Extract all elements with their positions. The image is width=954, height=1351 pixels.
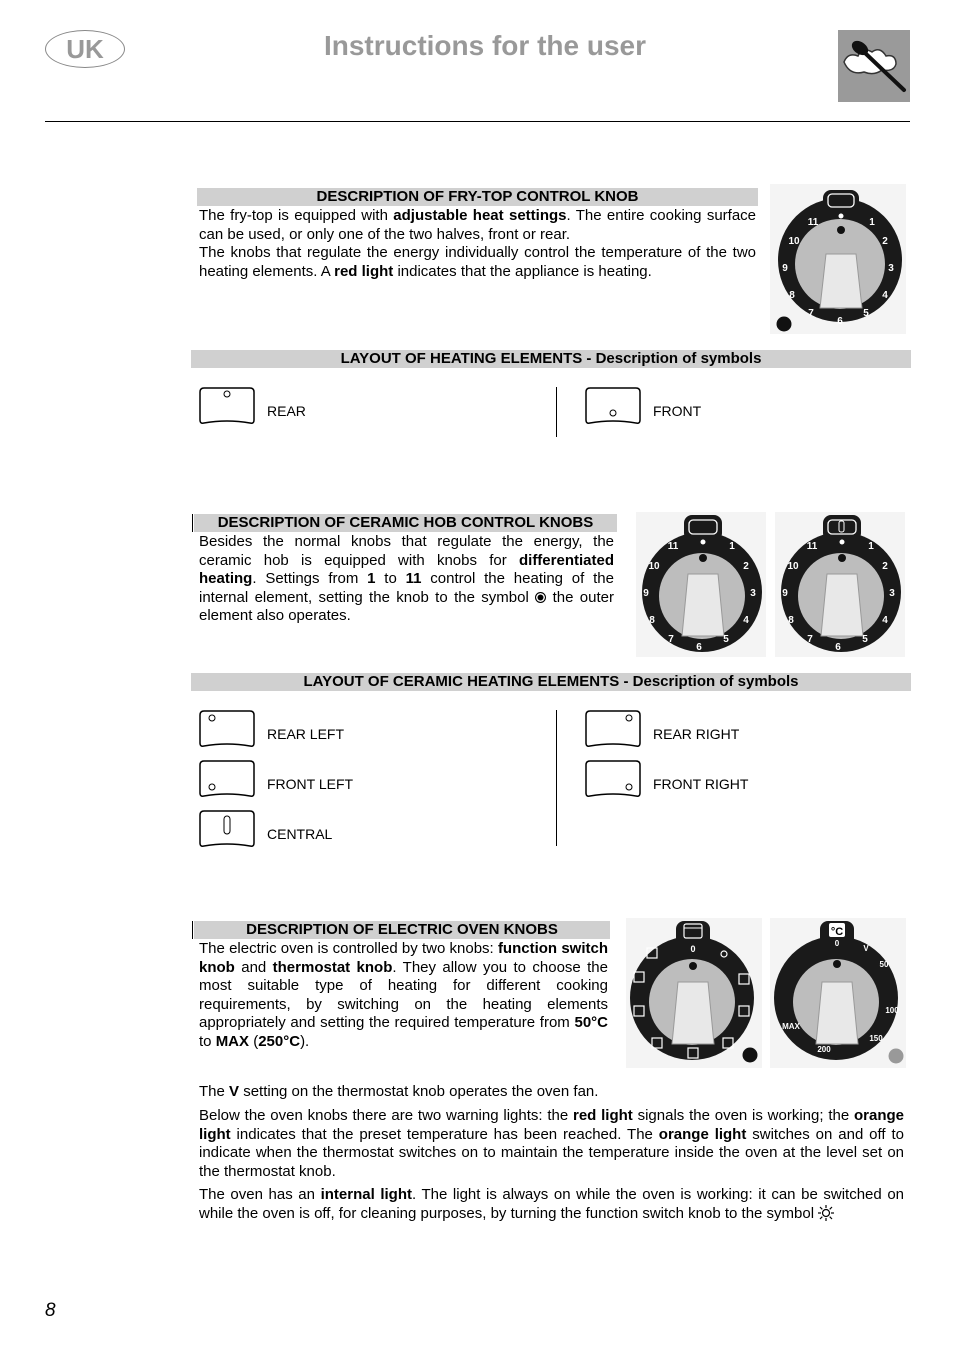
frytop-knob-image [770,184,906,334]
dual-zone-symbol-icon [535,592,546,603]
front-right-symbol-icon [584,759,644,804]
chef-spoon-icon [838,30,910,102]
knob-number: 1 [869,217,875,228]
svg-text:4: 4 [882,290,888,301]
svg-text:5: 5 [723,634,729,645]
oven-heading: DESCRIPTION OF ELECTRIC OVEN KNOBS [194,921,610,939]
layout2-heading: LAYOUT OF CERAMIC HEATING ELEMENTS - Description of symbols [191,673,911,691]
svg-text:4: 4 [743,615,749,626]
oven-description: The electric oven is controlled by two knobs: function switch knob and thermostat knob. They allow you to choose the most suitable type of heating for different cooking requirements, by switching on the heating elements appropriately and setting the required temperature from 50°C to MAX (250°C). [199,940,608,1050]
svg-text:0: 0 [690,944,696,954]
frytop-description: The fry-top is equipped with adjustable heat settings. The entire cooking surface can be used, or only one of the two halves, front or rear. The knobs that regulate the energy individually control the temperature of the two heating elements. A red light indicates that the appliance is heating. [199,207,757,280]
ceramic-knob-dual-image [636,512,766,657]
internal-light-paragraph: The oven has an internal light. The light is always on while the oven is working: it can be switched on while the oven is off, for cleaning purposes, by turning the function switch knob to the symbol [199,1186,904,1226]
front-left-label: FRONT LEFT [267,776,354,792]
central-symbol-icon [198,809,258,854]
central-label: CENTRAL [267,826,333,842]
ceramic-heading: DESCRIPTION OF CERAMIC HOB CONTROL KNOBS [194,514,617,532]
svg-text:7: 7 [807,634,813,645]
front-label: FRONT [653,403,702,419]
svg-text:8: 8 [649,615,655,626]
svg-text:100: 100 [885,1006,899,1015]
svg-text:7: 7 [808,308,814,319]
svg-text:3: 3 [750,588,756,599]
svg-text:10: 10 [788,236,800,247]
rear-right-symbol-icon [584,709,644,754]
svg-text:200: 200 [817,1045,831,1054]
svg-text:8: 8 [789,290,795,301]
thermostat-knob-image [770,918,906,1068]
divider [192,514,193,532]
svg-text:11: 11 [807,217,819,228]
svg-text:10: 10 [787,561,799,572]
fan-paragraph: The V setting on the thermostat knob operates the oven fan. [199,1083,599,1100]
rear-left-label: REAR LEFT [267,726,345,742]
divider [556,710,557,846]
svg-text:2: 2 [882,236,888,247]
front-left-symbol-icon [198,759,258,804]
svg-text:9: 9 [782,263,788,274]
svg-text:150: 150 [869,1034,883,1043]
svg-text:°C: °C [830,926,844,938]
ceramic-description: Besides the normal knobs that regulate the energy, the ceramic hob is equipped with knobs for differentiated heating. Settings from 1 to 11 control the heating of the internal element, setting the knob to the symbol the outer element also operates. [199,533,614,624]
svg-text:5: 5 [862,634,868,645]
rear-left-symbol-icon [198,709,258,754]
svg-text:50: 50 [879,960,889,969]
svg-text:9: 9 [643,588,649,599]
lamp-icon [818,1205,834,1227]
svg-text:9: 9 [782,588,788,599]
svg-text:7: 7 [668,634,674,645]
page-number: 8 [45,1300,56,1321]
svg-text:V: V [863,944,869,953]
language-badge: UK [45,30,125,68]
svg-text:6: 6 [696,642,702,653]
rear-right-label: REAR RIGHT [653,726,740,742]
divider [192,921,193,939]
svg-text:3: 3 [889,588,895,599]
svg-text:3: 3 [888,263,894,274]
svg-text:11: 11 [806,541,818,552]
svg-text:10: 10 [648,561,660,572]
front-symbol-icon [584,386,644,431]
svg-text:1: 1 [868,541,874,552]
svg-text:11: 11 [667,541,679,552]
rear-symbol-icon [198,386,258,431]
page-title: Instructions for the user [323,30,647,61]
svg-text:0: 0 [834,939,840,948]
front-right-label: FRONT RIGHT [653,776,749,792]
svg-text:2: 2 [743,561,749,572]
warning-lights-paragraph: Below the oven knobs there are two warning lights: the red light signals the oven is working; the orange light indicates that the preset temperature has been reached. The orange light switches on and off to indicate when the thermostat switches on to maintain the temperature inside the oven at the level set on the thermostat knob. [199,1107,904,1180]
function-switch-knob-image [626,918,762,1068]
svg-text:MAX: MAX [782,1022,800,1031]
svg-text:4: 4 [882,615,888,626]
svg-text:6: 6 [835,642,841,653]
frytop-heading: DESCRIPTION OF FRY-TOP CONTROL KNOB [197,188,758,206]
divider [556,387,557,437]
svg-text:1: 1 [729,541,735,552]
header-rule [45,121,910,122]
svg-text:5: 5 [863,308,869,319]
svg-text:2: 2 [882,561,888,572]
rear-label: REAR [267,403,306,419]
ceramic-knob-central-image [775,512,905,657]
svg-text:8: 8 [788,615,794,626]
layout1-heading: LAYOUT OF HEATING ELEMENTS - Description of symbols [191,350,911,368]
svg-text:6: 6 [837,316,843,327]
